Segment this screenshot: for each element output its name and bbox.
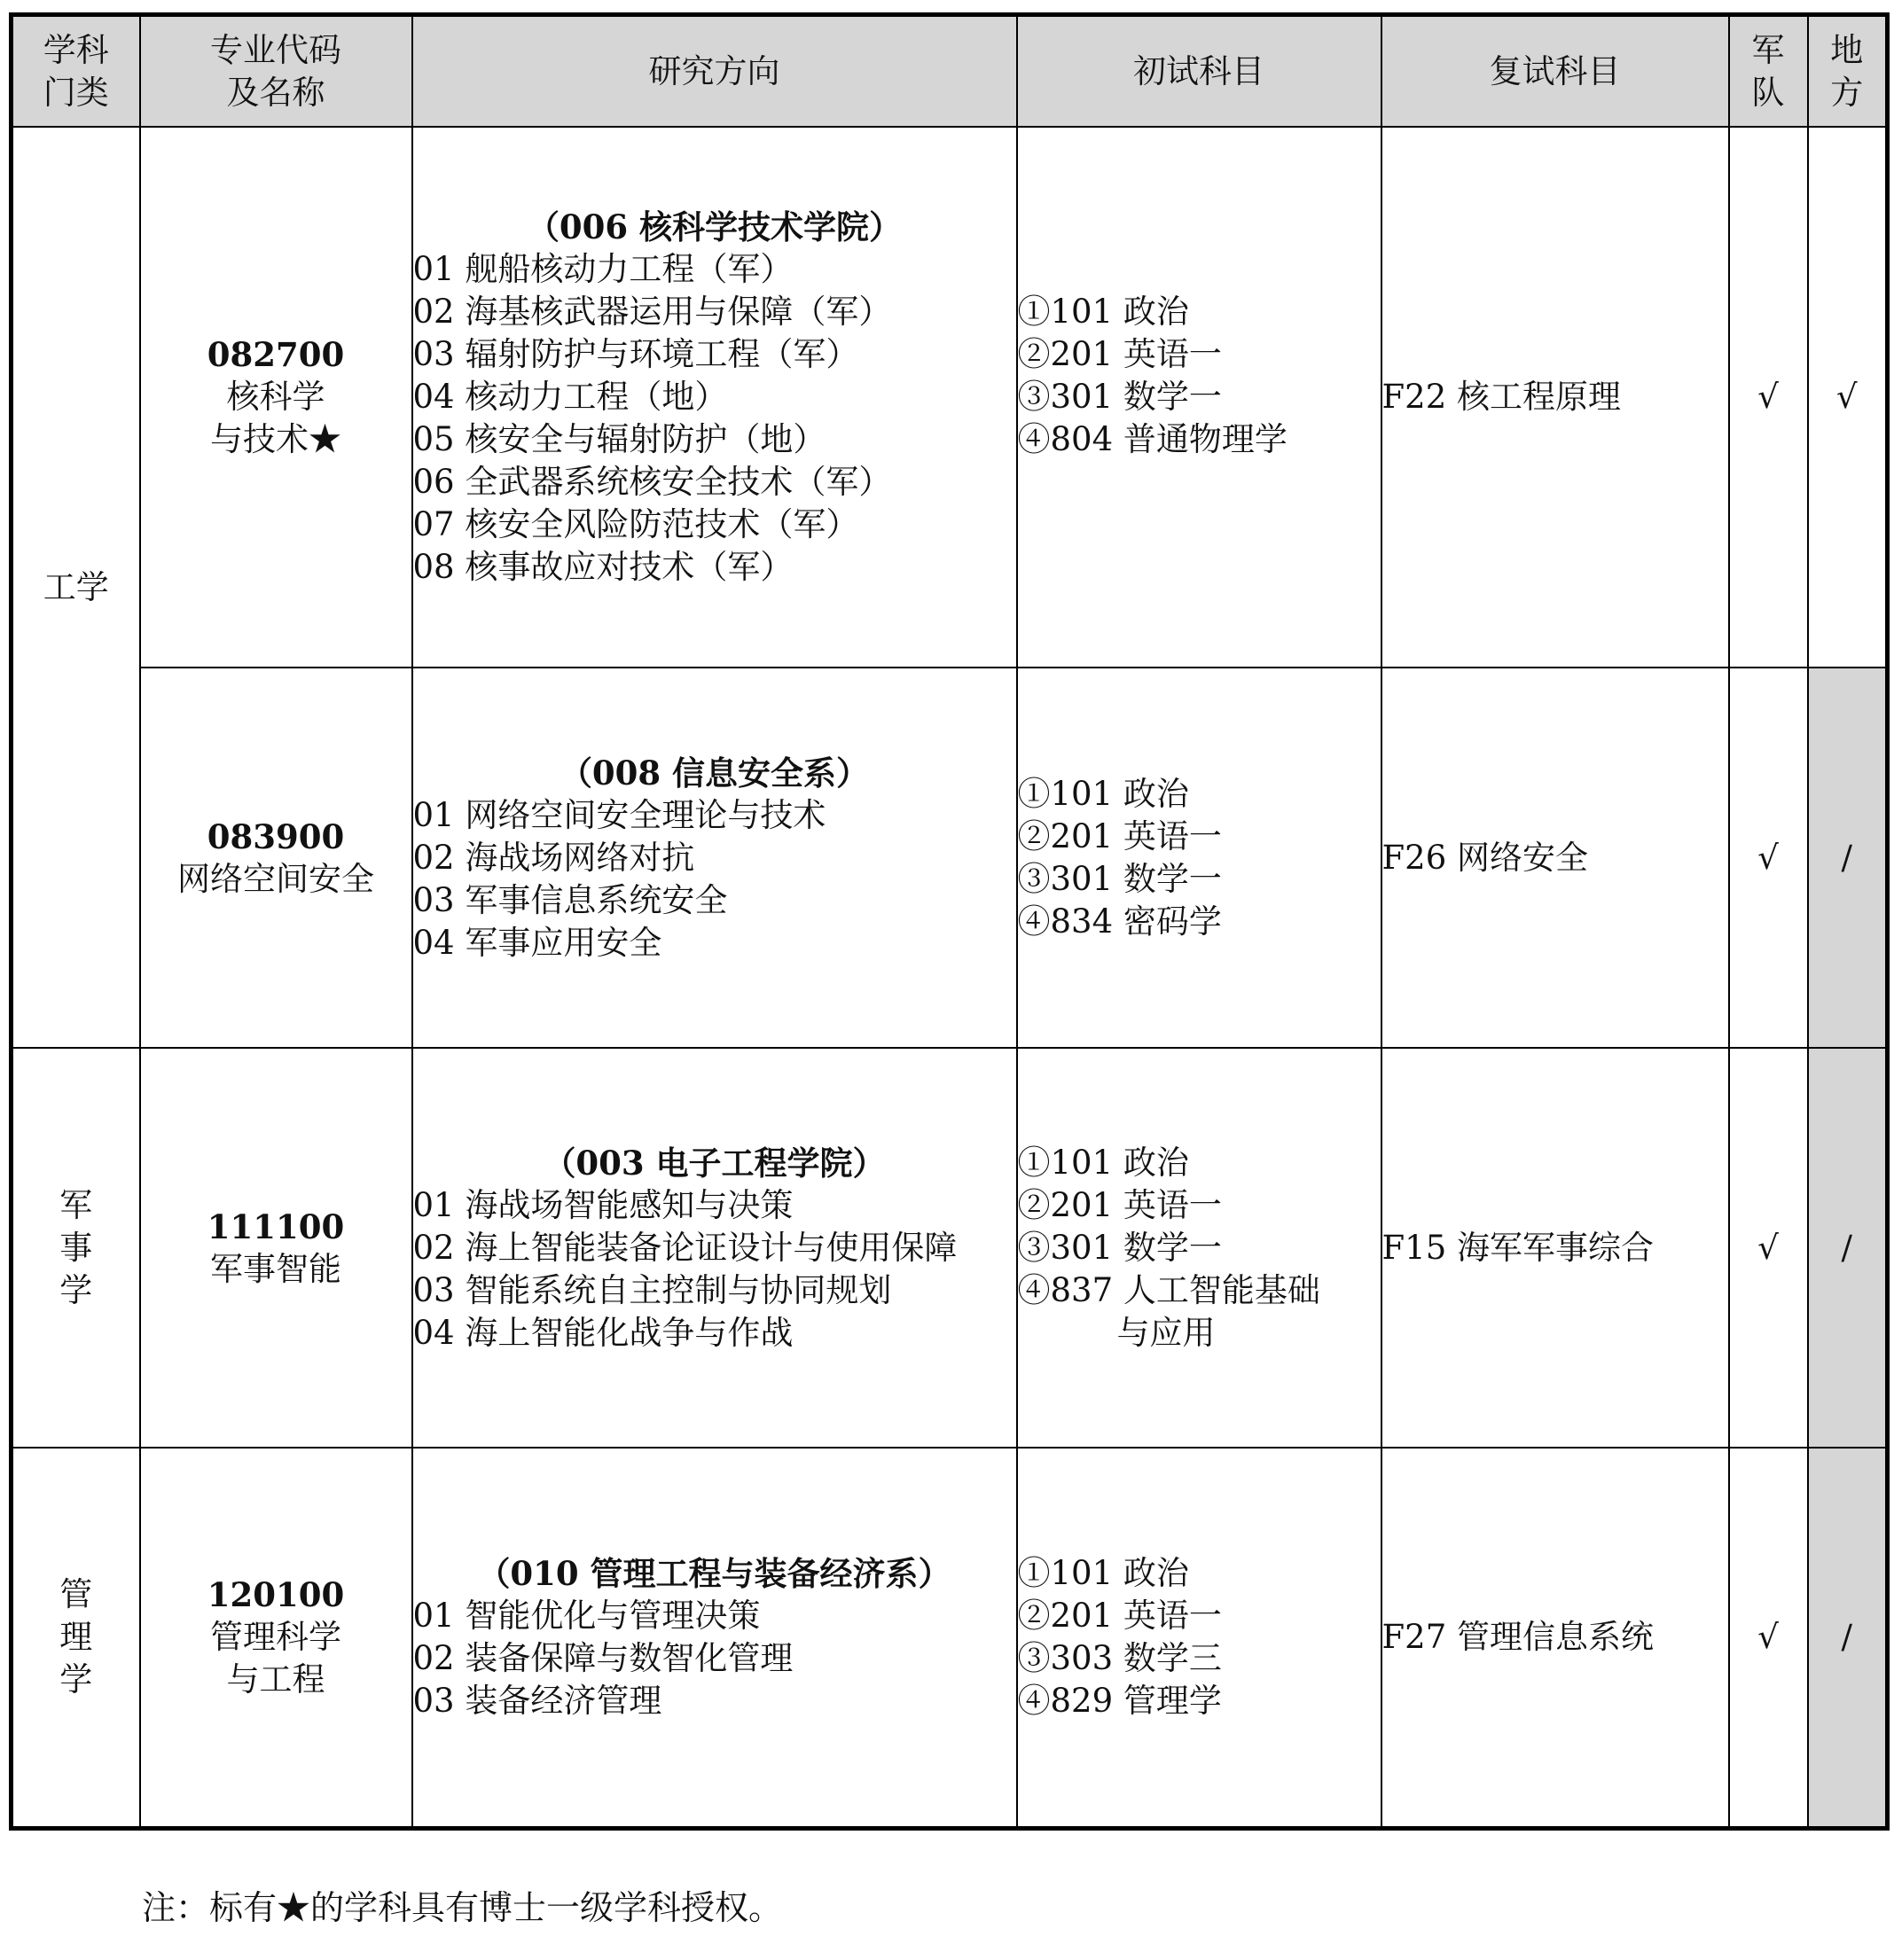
civilian-mark: /	[1808, 1048, 1888, 1448]
table-header-row	[12, 15, 1888, 128]
major-name: 网络空间安全	[177, 859, 374, 898]
direction-item: 04 海上智能化战争与作战	[412, 1313, 794, 1352]
header-direction: 研究方向	[412, 15, 1017, 128]
direction-item: 08 核事故应对技术（军）	[412, 548, 794, 586]
military-mark: √	[1729, 1448, 1808, 1828]
category-military-science: 军 事 学	[12, 1048, 140, 1448]
exam-subject: ③303 数学三	[1017, 1638, 1222, 1677]
direction-item: 01 智能优化与管理决策	[412, 1596, 761, 1635]
category-management: 管 理 学	[12, 1448, 140, 1828]
direction-cell	[412, 668, 1017, 1048]
exam-subject: ②201 英语一	[1017, 335, 1222, 373]
direction-cell	[412, 1048, 1017, 1448]
civilian-mark: √	[1808, 127, 1888, 668]
exam-subject: ④834 密码学	[1017, 902, 1222, 941]
header-initial-exam: 初试科目	[1017, 15, 1381, 128]
military-mark: √	[1729, 668, 1808, 1048]
exam-subject: ③301 数学一	[1017, 859, 1222, 898]
major-cell	[140, 1048, 412, 1448]
retest-cell: F15 海军军事综合	[1381, 1048, 1729, 1448]
table-row	[12, 1048, 1888, 1448]
exam-subject: ③301 数学一	[1017, 378, 1222, 416]
exam-subject: ①101 政治	[1017, 1553, 1189, 1592]
direction-item: 01 网络空间安全理论与技术	[412, 795, 826, 834]
major-name: 核科学 与技术★	[210, 378, 341, 458]
major-code: 082700	[207, 335, 345, 374]
header-civilian: 地 方	[1808, 15, 1888, 128]
exam-subject-spacer	[1018, 461, 1381, 504]
direction-item: 07 核安全风险防范技术（军）	[412, 505, 859, 543]
major-cell	[140, 668, 412, 1048]
direction-item: 03 辐射防护与环境工程（军）	[412, 335, 859, 373]
major-name: 军事智能	[210, 1249, 341, 1288]
table-row	[12, 668, 1888, 1048]
exam-subject: ①101 政治	[1017, 1143, 1189, 1182]
header-major: 专业代码 及名称	[140, 15, 412, 128]
exam-subject: ④829 管理学	[1017, 1681, 1222, 1720]
military-mark: √	[1729, 1048, 1808, 1448]
direction-item: 03 军事信息系统安全	[412, 880, 728, 919]
direction-item: 04 核动力工程（地）	[412, 378, 728, 416]
table-row	[12, 1448, 1888, 1828]
major-cell	[140, 127, 412, 668]
category-engineering: 工学	[12, 127, 140, 1048]
initial-exam-cell	[1017, 1448, 1381, 1828]
major-code: 083900	[207, 816, 345, 856]
direction-item: 01 舰船核动力工程（军）	[412, 250, 794, 288]
exam-subject: ④837 人工智能基础	[1017, 1270, 1320, 1309]
direction-item: 02 海基核武器运用与保障（军）	[412, 293, 892, 331]
major-code: 111100	[207, 1206, 345, 1246]
retest-cell: F22 核工程原理	[1381, 127, 1729, 668]
direction-item: 03 智能系统自主控制与协同规划	[412, 1270, 892, 1309]
initial-exam-cell	[1017, 668, 1381, 1048]
direction-item: 01 海战场智能感知与决策	[412, 1185, 794, 1224]
direction-item: 04 军事应用安全	[412, 923, 662, 962]
direction-item: 06 全武器系统核安全技术（军）	[412, 463, 892, 501]
retest-cell: F26 网络安全	[1381, 668, 1729, 1048]
major-cell	[140, 1448, 412, 1828]
major-code: 120100	[207, 1574, 345, 1614]
footnote: 注：标有★的学科具有博士一级学科授权。	[142, 1888, 783, 1927]
direction-item: 02 装备保障与数智化管理	[412, 1638, 794, 1677]
civilian-mark: /	[1808, 668, 1888, 1048]
initial-exam-cell	[1017, 1048, 1381, 1448]
direction-cell	[412, 127, 1017, 668]
exam-subject: ②201 英语一	[1017, 816, 1222, 855]
initial-exam-cell	[1017, 127, 1381, 668]
exam-subject-continuation: 与应用	[1116, 1313, 1216, 1352]
admissions-catalog-table	[9, 12, 1890, 1831]
department-title: （008 信息安全系）	[559, 753, 870, 793]
exam-subject: ③301 数学一	[1017, 1228, 1222, 1267]
exam-subject: ②201 英语一	[1017, 1185, 1222, 1224]
exam-subject: ②201 英语一	[1017, 1596, 1222, 1635]
table-row	[12, 127, 1888, 668]
direction-cell	[412, 1448, 1017, 1828]
exam-subject: ①101 政治	[1017, 293, 1189, 331]
header-retest: 复试科目	[1381, 15, 1729, 128]
direction-item: 05 核安全与辐射防护（地）	[412, 420, 826, 458]
direction-item: 02 海战场网络对抗	[412, 838, 695, 877]
header-military: 军 队	[1729, 15, 1808, 128]
department-title: （010 管理工程与装备经济系）	[477, 1553, 951, 1593]
department-title: （003 电子工程学院）	[543, 1143, 886, 1183]
direction-item: 03 装备经济管理	[412, 1681, 662, 1720]
major-name: 管理科学 与工程	[210, 1617, 341, 1698]
military-mark: √	[1729, 127, 1808, 668]
civilian-mark: /	[1808, 1448, 1888, 1828]
retest-cell: F27 管理信息系统	[1381, 1448, 1729, 1828]
exam-subject: ④804 普通物理学	[1017, 420, 1287, 458]
department-title: （006 核科学技术学院）	[526, 207, 903, 246]
exam-subject: ①101 政治	[1017, 774, 1189, 813]
header-category: 学科 门类	[12, 15, 140, 128]
direction-item: 02 海上智能装备论证设计与使用保障	[412, 1228, 958, 1267]
